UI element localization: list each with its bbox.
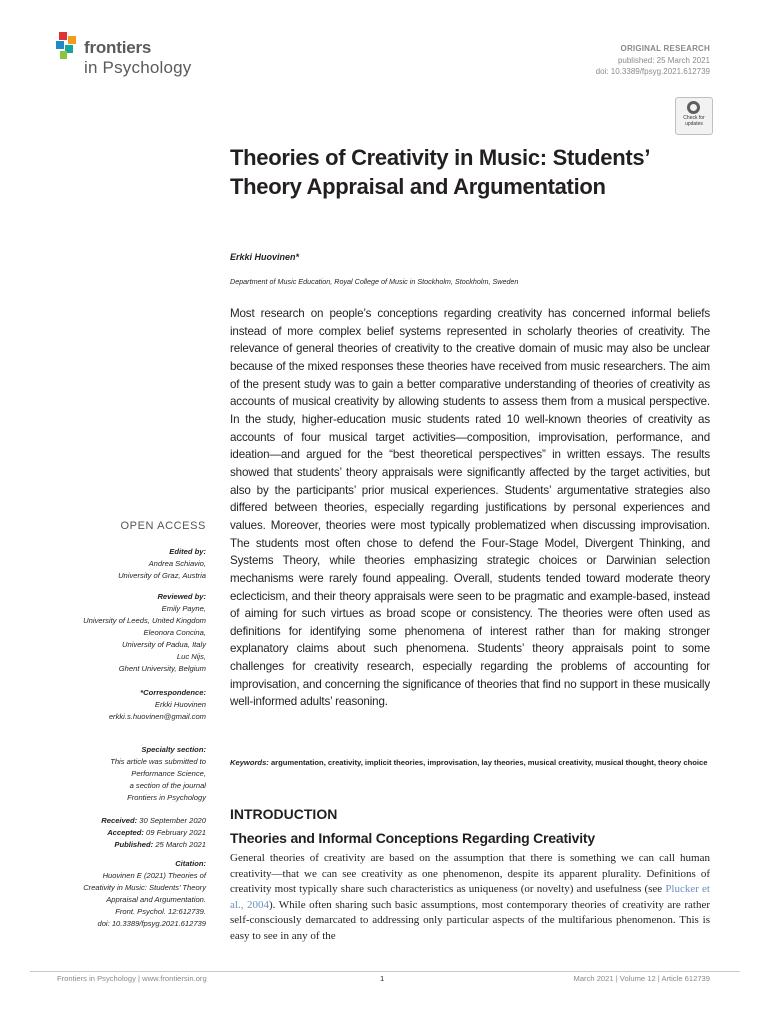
page-number: 1 xyxy=(380,974,385,983)
section-heading: INTRODUCTION xyxy=(230,806,338,822)
published-label: Published: xyxy=(114,840,154,849)
correspondence-email[interactable]: erkki.s.huovinen@gmail.com xyxy=(108,712,206,721)
accepted-label: Accepted: xyxy=(107,828,144,837)
citation-line: Huovinen E (2021) Theories of xyxy=(102,871,206,880)
received-label: Received: xyxy=(101,816,138,825)
body-text-part1: General theories of creativity are based on the assumption that there is something we can call human creativity—that we can see creativity as one phenomenon, despite its apparent plurality. Definitions of creativity most typically share such characteristics as uniqueness (or novelty) and usefulness (see xyxy=(230,852,710,896)
accepted-value: 09 February 2021 xyxy=(146,828,206,837)
citation-doi[interactable]: doi: 10.3389/fpsyg.2021.612739 xyxy=(97,919,206,928)
article-type: ORIGINAL RESEARCH xyxy=(620,44,710,53)
reviewer-name[interactable]: Emily Payne, xyxy=(161,604,206,613)
reviewer-affiliation: University of Padua, Italy xyxy=(122,640,206,649)
author-name[interactable]: Erkki Huovinen* xyxy=(230,252,300,262)
subsection-heading: Theories and Informal Conceptions Regarding Creativity xyxy=(230,830,595,846)
citation-link[interactable]: Plucker et al., 2004 xyxy=(230,883,710,911)
reviewed-by-label: Reviewed by: xyxy=(157,592,206,601)
body-text xyxy=(230,851,710,945)
logo-frontiers-text: frontiers xyxy=(84,38,152,57)
citation-line: Appraisal and Argumentation. xyxy=(106,895,206,904)
specialty-section-label: Specialty section: xyxy=(141,745,206,754)
edited-by-label: Edited by: xyxy=(169,547,206,556)
published-date-sidebar xyxy=(6,839,206,851)
footer-issue-info: March 2021 | Volume 12 | Article 612739 xyxy=(573,974,710,983)
citation-label: Citation: xyxy=(175,859,206,868)
editor-name[interactable]: Andrea Schiavio, xyxy=(148,559,206,568)
check-for-updates-button[interactable] xyxy=(675,97,713,135)
keywords-list: argumentation, creativity, implicit theories, improvisation, lay theories, musical creativity, musical thought, theory choice xyxy=(270,758,708,767)
check-updates-line1: Check for xyxy=(683,115,705,121)
published-date: published: 25 March 2021 xyxy=(617,56,710,65)
body-text-part2: ). While often sharing such basic assumptions, most contemporary theories of creativity are rather self-consciously demarcated to addressing only particular aspects of the multifarious phenomenon. This is easy to see in any of the xyxy=(230,898,710,942)
published-value: 25 March 2021 xyxy=(155,840,206,849)
edited-by-block xyxy=(6,546,206,582)
frontiers-logo-mark-icon xyxy=(56,32,80,60)
frontiers-logo[interactable] xyxy=(56,32,216,84)
specialty-line: a section of the journal xyxy=(129,781,206,790)
reviewed-by-block xyxy=(6,591,206,675)
citation-block xyxy=(6,858,206,930)
author-affiliation: Department of Music Education, Royal College of Music in Stockholm, Stockholm, Sweden xyxy=(230,277,519,286)
accepted-date xyxy=(6,827,206,839)
open-access-label: OPEN ACCESS xyxy=(120,520,206,532)
citation-line: Front. Psychol. 12:612739. xyxy=(115,907,206,916)
specialty-line: This article was submitted to xyxy=(110,757,206,766)
editor-affiliation: University of Graz, Austria xyxy=(118,571,206,580)
logo-journal-text: in Psychology xyxy=(84,58,192,77)
keywords-label: Keywords: xyxy=(230,758,269,767)
abstract: Most research on people’s conceptions regarding creativity has concerned informal beliefs instead of more complex belief systems represented in scholarly theories of creativity. The relevance of general theories of creativity to the creative domain of music may also be unclear because of the mixed responses these theories have received from music researchers. The aim of the present study was to gain a better comparative understanding of theories of creativity as accounts of musical creativity by allowing students to assess them from a musical perspective. In the study, higher-education music students rated 10 well-known theories of creativity as accounts of four musical target activities—composition, improvisation, performance, and ideation—and argued for the “best theoretical perspectives” in written essays. The results showed that students’ theory appraisals were significantly affected by the target activities, but also by the participants’ prior musical experiences. Students’ argumentative strategies also differed between theories, especially regarding justifications by personal experiences and values. Moreover, theories were most typically problematized when discussing improvisation. The students most often chose to defend the Four-Stage Model, Divergent Thinking, and Systems Theory, while theories emphasizing strategic choices or Darwinian selection mechanisms were rarely found appealing. Overall, students tended toward moderate theory eclecticism, and their theory appraisals were seen to be pragmatic and example-based, instead of aiming for such virtues as broad scope or consistency. The theories were often used as definitions for identifying some phenomena of interest rather than for making stronger explanatory claims about such phenomena. Students’ theory appraisals point to some challenges for creativity research, especially regarding the problems of accounting for improvisation, and concerning the significance of theories that find no support in these musically well-informed adults’ reasoning. xyxy=(230,307,710,709)
specialty-line: Frontiers in Psychology xyxy=(127,793,206,802)
citation-line: Creativity in Music: Students’ Theory xyxy=(83,883,206,892)
dates-block xyxy=(6,815,206,851)
reviewer-affiliation: Ghent University, Belgium xyxy=(118,664,206,673)
doi-link[interactable]: doi: 10.3389/fpsyg.2021.612739 xyxy=(595,67,710,76)
correspondence-name: Erkki Huovinen xyxy=(154,700,206,709)
keywords xyxy=(230,757,710,770)
specialty-line: Performance Science, xyxy=(131,769,206,778)
check-updates-label xyxy=(676,116,712,127)
reviewer-affiliation: University of Leeds, United Kingdom xyxy=(83,616,206,625)
check-updates-icon xyxy=(687,101,700,114)
correspondence-label: *Correspondence: xyxy=(140,688,206,697)
footer-divider xyxy=(30,971,740,972)
specialty-section-block xyxy=(6,744,206,804)
footer-journal-link[interactable]: Frontiers in Psychology | www.frontiersin.org xyxy=(57,974,207,983)
correspondence-block xyxy=(6,687,206,723)
check-updates-line2: updates xyxy=(685,120,703,127)
reviewer-name[interactable]: Eleonora Concina, xyxy=(143,628,206,637)
received-date xyxy=(6,815,206,827)
reviewer-name[interactable]: Luc Nijs, xyxy=(176,652,206,661)
article-title: Theories of Creativity in Music: Students’ Theory Appraisal and Argumentation xyxy=(230,145,649,199)
received-value: 30 September 2020 xyxy=(139,816,206,825)
